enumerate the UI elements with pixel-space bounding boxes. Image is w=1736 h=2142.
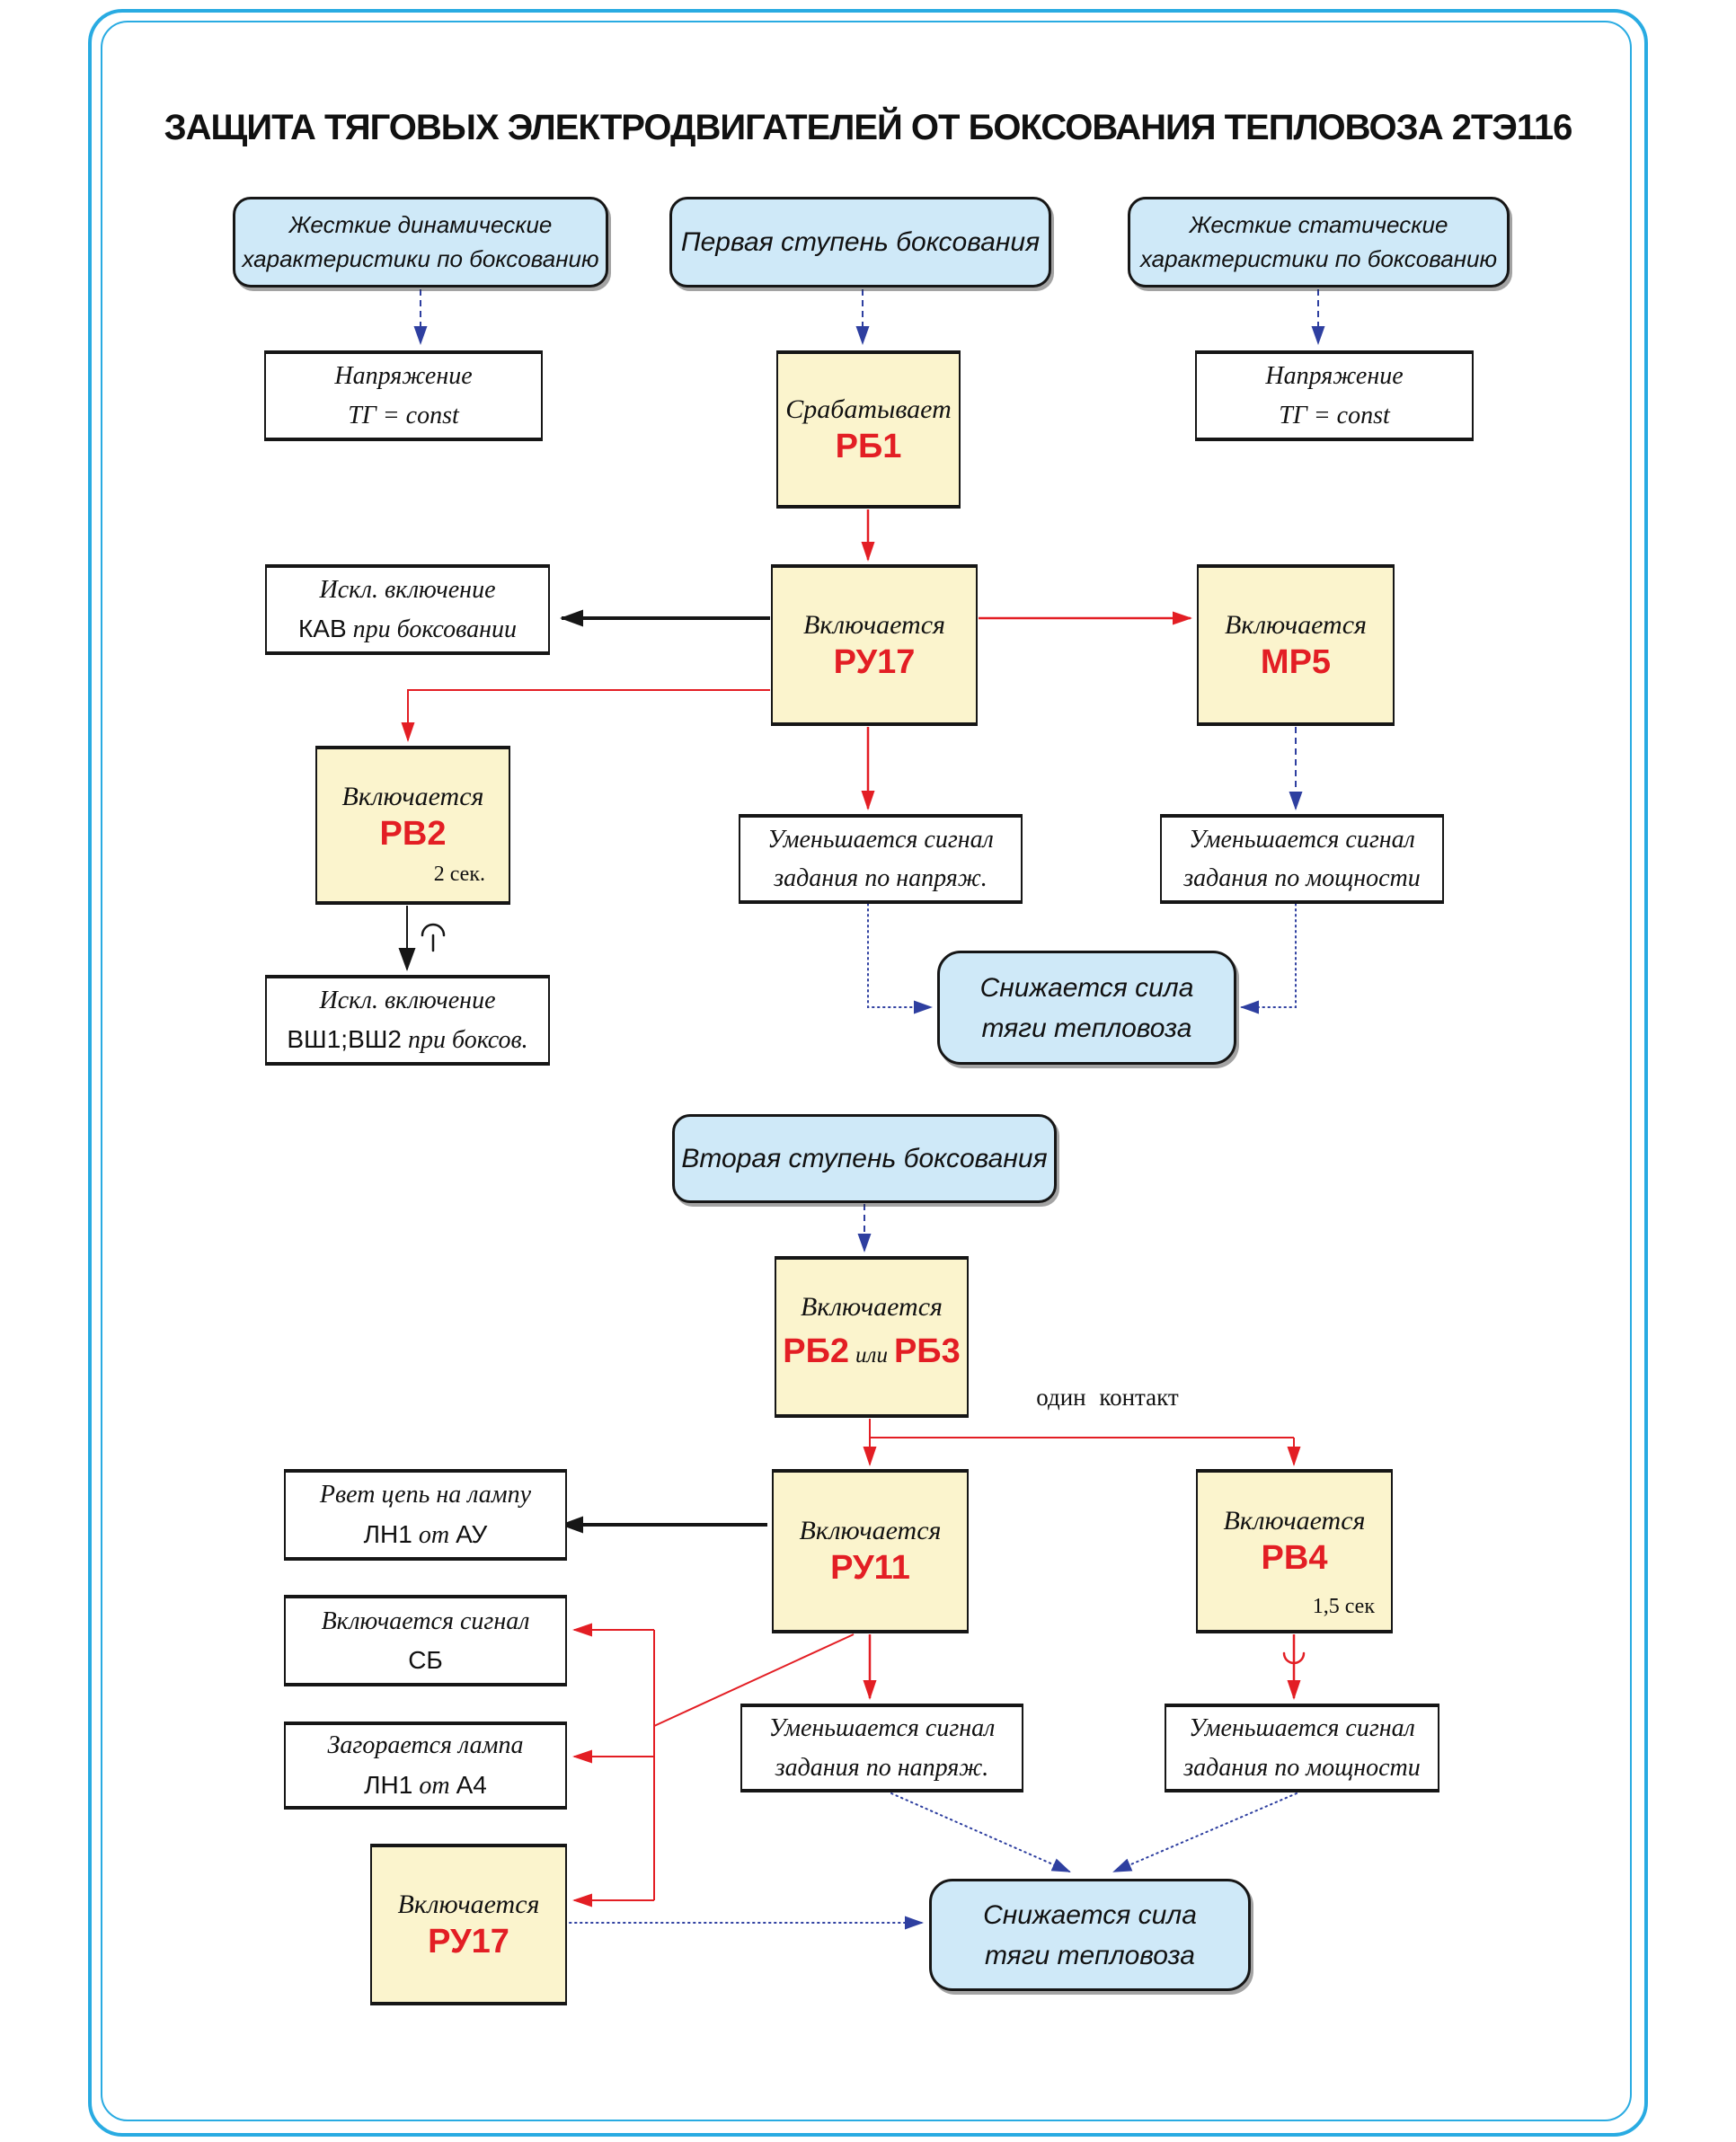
node-device-label: МР5 <box>1260 642 1332 681</box>
node-label <box>287 1020 527 1059</box>
node-action-label: Включается <box>1223 1506 1366 1536</box>
arrow-ru17-to-rv2 <box>408 690 770 740</box>
node-label: Искл. включение <box>319 986 496 1014</box>
node-sb-signal-on <box>284 1595 567 1686</box>
node-action-label: Включается <box>1225 609 1367 640</box>
node-device-label: РУ17 <box>833 642 916 681</box>
node-ru17b-switches-on <box>370 1844 567 2005</box>
device-ref: ЛН1 <box>363 1519 412 1548</box>
node-first-slip-stage <box>669 197 1051 288</box>
node-label: Загорается лампа <box>327 1731 524 1760</box>
node-label: Первая ступень боксования <box>680 226 1041 257</box>
node-label: Вторая ступень боксования <box>681 1143 1048 1173</box>
node-decrease-power-signal-1 <box>1160 814 1444 904</box>
node-label: Рвет цепь на лампу <box>319 1481 532 1509</box>
node-label: Уменьшается сигнал <box>768 1714 996 1743</box>
device-ref: ВШ1;ВШ2 <box>287 1025 402 1053</box>
node-label: задания по мощности <box>1183 864 1421 892</box>
node-action-label: Включается <box>799 1516 942 1546</box>
node-rv4-switches-on <box>1196 1469 1393 1633</box>
node-label: тяги тепловоза <box>981 1013 1192 1043</box>
page-title: ЗАЩИТА ТЯГОВЫХ ЭЛЕКТРОДВИГАТЕЛЕЙ ОТ БОКСОВАНИЯ ТЕПЛОВОЗА 2ТЭ116 <box>164 108 1572 147</box>
node-rb2-rb3-switches-on <box>775 1256 969 1418</box>
node-label: ТГ = const <box>1279 401 1390 429</box>
node-traction-force-reduced-1 <box>937 951 1236 1065</box>
node-delay-label: 1,5 сек <box>1312 1595 1375 1618</box>
node-hard-static-characteristics <box>1128 197 1510 288</box>
node-rb1-trips <box>776 350 961 509</box>
node-label: характеристики по боксованию <box>242 244 599 272</box>
node-device-label: РБ2 <box>783 1332 850 1370</box>
node-rv2-switches-on <box>315 746 510 905</box>
arrow-decrease-power2-to-force2 <box>1114 1793 1297 1872</box>
node-label <box>364 1515 488 1554</box>
node-voltage-const-right <box>1195 350 1474 441</box>
node-action-label: Включается <box>803 609 945 640</box>
device-ref: СБ <box>408 1646 443 1674</box>
node-label: Уменьшается сигнал <box>1189 825 1415 854</box>
one-contact-label: один контакт <box>1036 1384 1179 1411</box>
node-delay-label: 2 сек. <box>433 863 485 886</box>
node-voltage-const-left <box>264 350 543 441</box>
node-label: задания по мощности <box>1183 1753 1421 1782</box>
time-delay-symbol-rv2 <box>422 925 444 951</box>
arrow-decrease-voltage1-to-force1 <box>868 904 931 1007</box>
node-device-line <box>783 1332 961 1373</box>
node-label: Напряжение <box>334 362 473 391</box>
page-frame-outer <box>88 9 1648 2137</box>
node-label: Снижается сила <box>983 1899 1197 1930</box>
node-action-label: Включается <box>397 1889 540 1919</box>
time-delay-symbol-rv4 <box>1284 1653 1304 1663</box>
node-device-label: РБ1 <box>835 427 902 465</box>
node-action-label: Включается <box>801 1291 943 1322</box>
node-mr5-switches-on <box>1197 564 1395 726</box>
node-exclude-kav <box>265 564 550 655</box>
node-exclude-vsh <box>265 975 550 1066</box>
node-device-label: РУ11 <box>830 1549 910 1588</box>
node-label: тяги тепловоза <box>985 1940 1195 1970</box>
node-decrease-voltage-signal-2 <box>740 1704 1023 1792</box>
node-label-italic: при боксов. <box>401 1026 528 1054</box>
node-label-italic: от <box>412 1520 456 1549</box>
node-ru17-switches-on <box>771 564 978 726</box>
node-label: Снижается сила <box>979 972 1194 1003</box>
node-ru11-switches-on <box>772 1469 969 1633</box>
node-device-label: РУ17 <box>428 1922 509 1961</box>
node-action-label: Срабатывает <box>785 394 952 424</box>
arrow-decrease-power1-to-force1 <box>1242 904 1296 1007</box>
node-label: Жесткие динамические <box>288 210 553 238</box>
node-label: Искл. включение <box>319 575 496 604</box>
node-decrease-voltage-signal-1 <box>739 814 1023 904</box>
node-label: Напряжение <box>1265 362 1404 391</box>
node-device-label: РБ3 <box>893 1332 961 1370</box>
device-ref: КАВ <box>298 615 347 642</box>
node-second-slip-stage <box>672 1114 1057 1203</box>
node-label: ТГ = const <box>348 401 459 429</box>
node-breaks-lamp-circuit <box>284 1469 567 1561</box>
node-label: характеристики по боксованию <box>1139 244 1498 272</box>
node-label: Уменьшается сигнал <box>767 825 994 854</box>
node-device-label: РВ4 <box>1261 1539 1328 1578</box>
node-label: Жесткие статические <box>1189 210 1448 238</box>
node-label-italic: от <box>412 1771 456 1800</box>
node-conjunction: или <box>855 1342 888 1368</box>
node-label: Включается сигнал <box>321 1606 530 1635</box>
node-label <box>298 609 517 649</box>
node-action-label: Включается <box>341 782 484 812</box>
node-label: задания по напряж. <box>774 864 988 892</box>
node-decrease-power-signal-2 <box>1165 1704 1439 1792</box>
node-lamp-lights-up <box>284 1722 567 1810</box>
node-label: Уменьшается сигнал <box>1189 1714 1415 1743</box>
node-label: задания по напряж. <box>775 1753 989 1782</box>
line-rb23-split <box>870 1419 1294 1438</box>
node-device-label: РВ2 <box>379 815 447 854</box>
device-ref: АУ <box>456 1519 488 1548</box>
device-ref: А4 <box>456 1770 487 1799</box>
node-hard-dynamic-characteristics <box>233 197 608 288</box>
node-label-italic: при боксовании <box>346 615 517 643</box>
arrow-decrease-voltage2-to-force2 <box>891 1793 1069 1872</box>
node-label <box>364 1766 487 1805</box>
device-ref: ЛН1 <box>364 1770 413 1799</box>
node-traction-force-reduced-2 <box>929 1879 1251 1991</box>
